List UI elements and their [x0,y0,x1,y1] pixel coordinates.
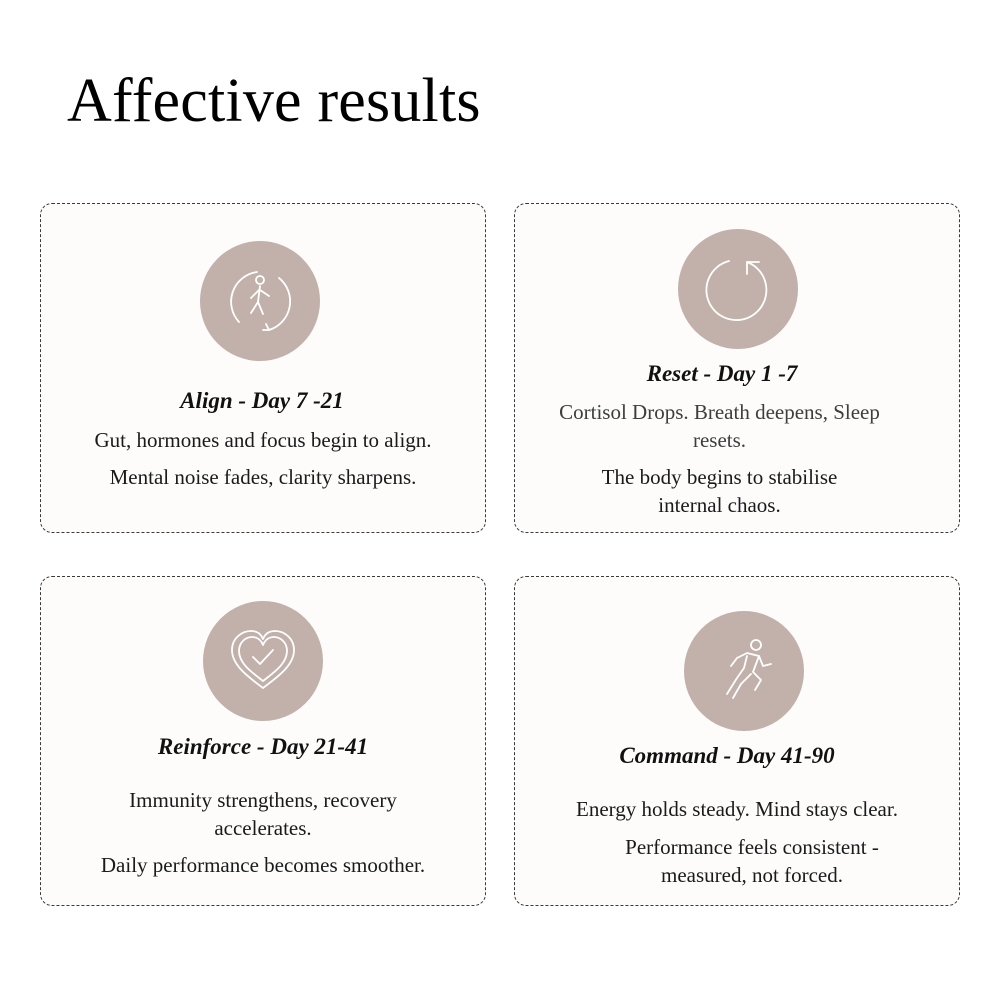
result-card-command [514,576,960,906]
reset-arrow-icon [678,229,798,349]
card-description: Daily performance becomes smoother. [100,853,426,877]
card-title: Command - Day 41-90 [619,743,835,768]
card-title: Reset - Day 1 -7 [646,361,798,386]
card-title: Align - Day 7 -21 [180,388,344,413]
card-description: Immunity strengthens, recovery accelerates. [129,788,397,840]
result-card-align [40,203,486,533]
result-card-reinforce [40,576,486,906]
result-card-reset [514,203,960,533]
card-description: Cortisol Drops. Breath deepens, Sleep resets. [559,400,880,452]
card-description: Energy holds steady. Mind stays clear. [576,797,898,821]
card-description: The body begins to stabilise internal chaos. [601,465,838,517]
card-description: Mental noise fades, clarity sharpens. [109,465,417,489]
page-title: Affective results [67,67,481,135]
heart-check-icon [203,601,323,721]
card-description: Gut, hormones and focus begin to align. [94,428,432,452]
card-description: Performance feels consistent - measured, not forced. [625,835,879,887]
card-title: Reinforce - Day 21-41 [157,734,369,759]
running-person-icon [684,611,804,731]
walking-cycle-icon [200,241,320,361]
